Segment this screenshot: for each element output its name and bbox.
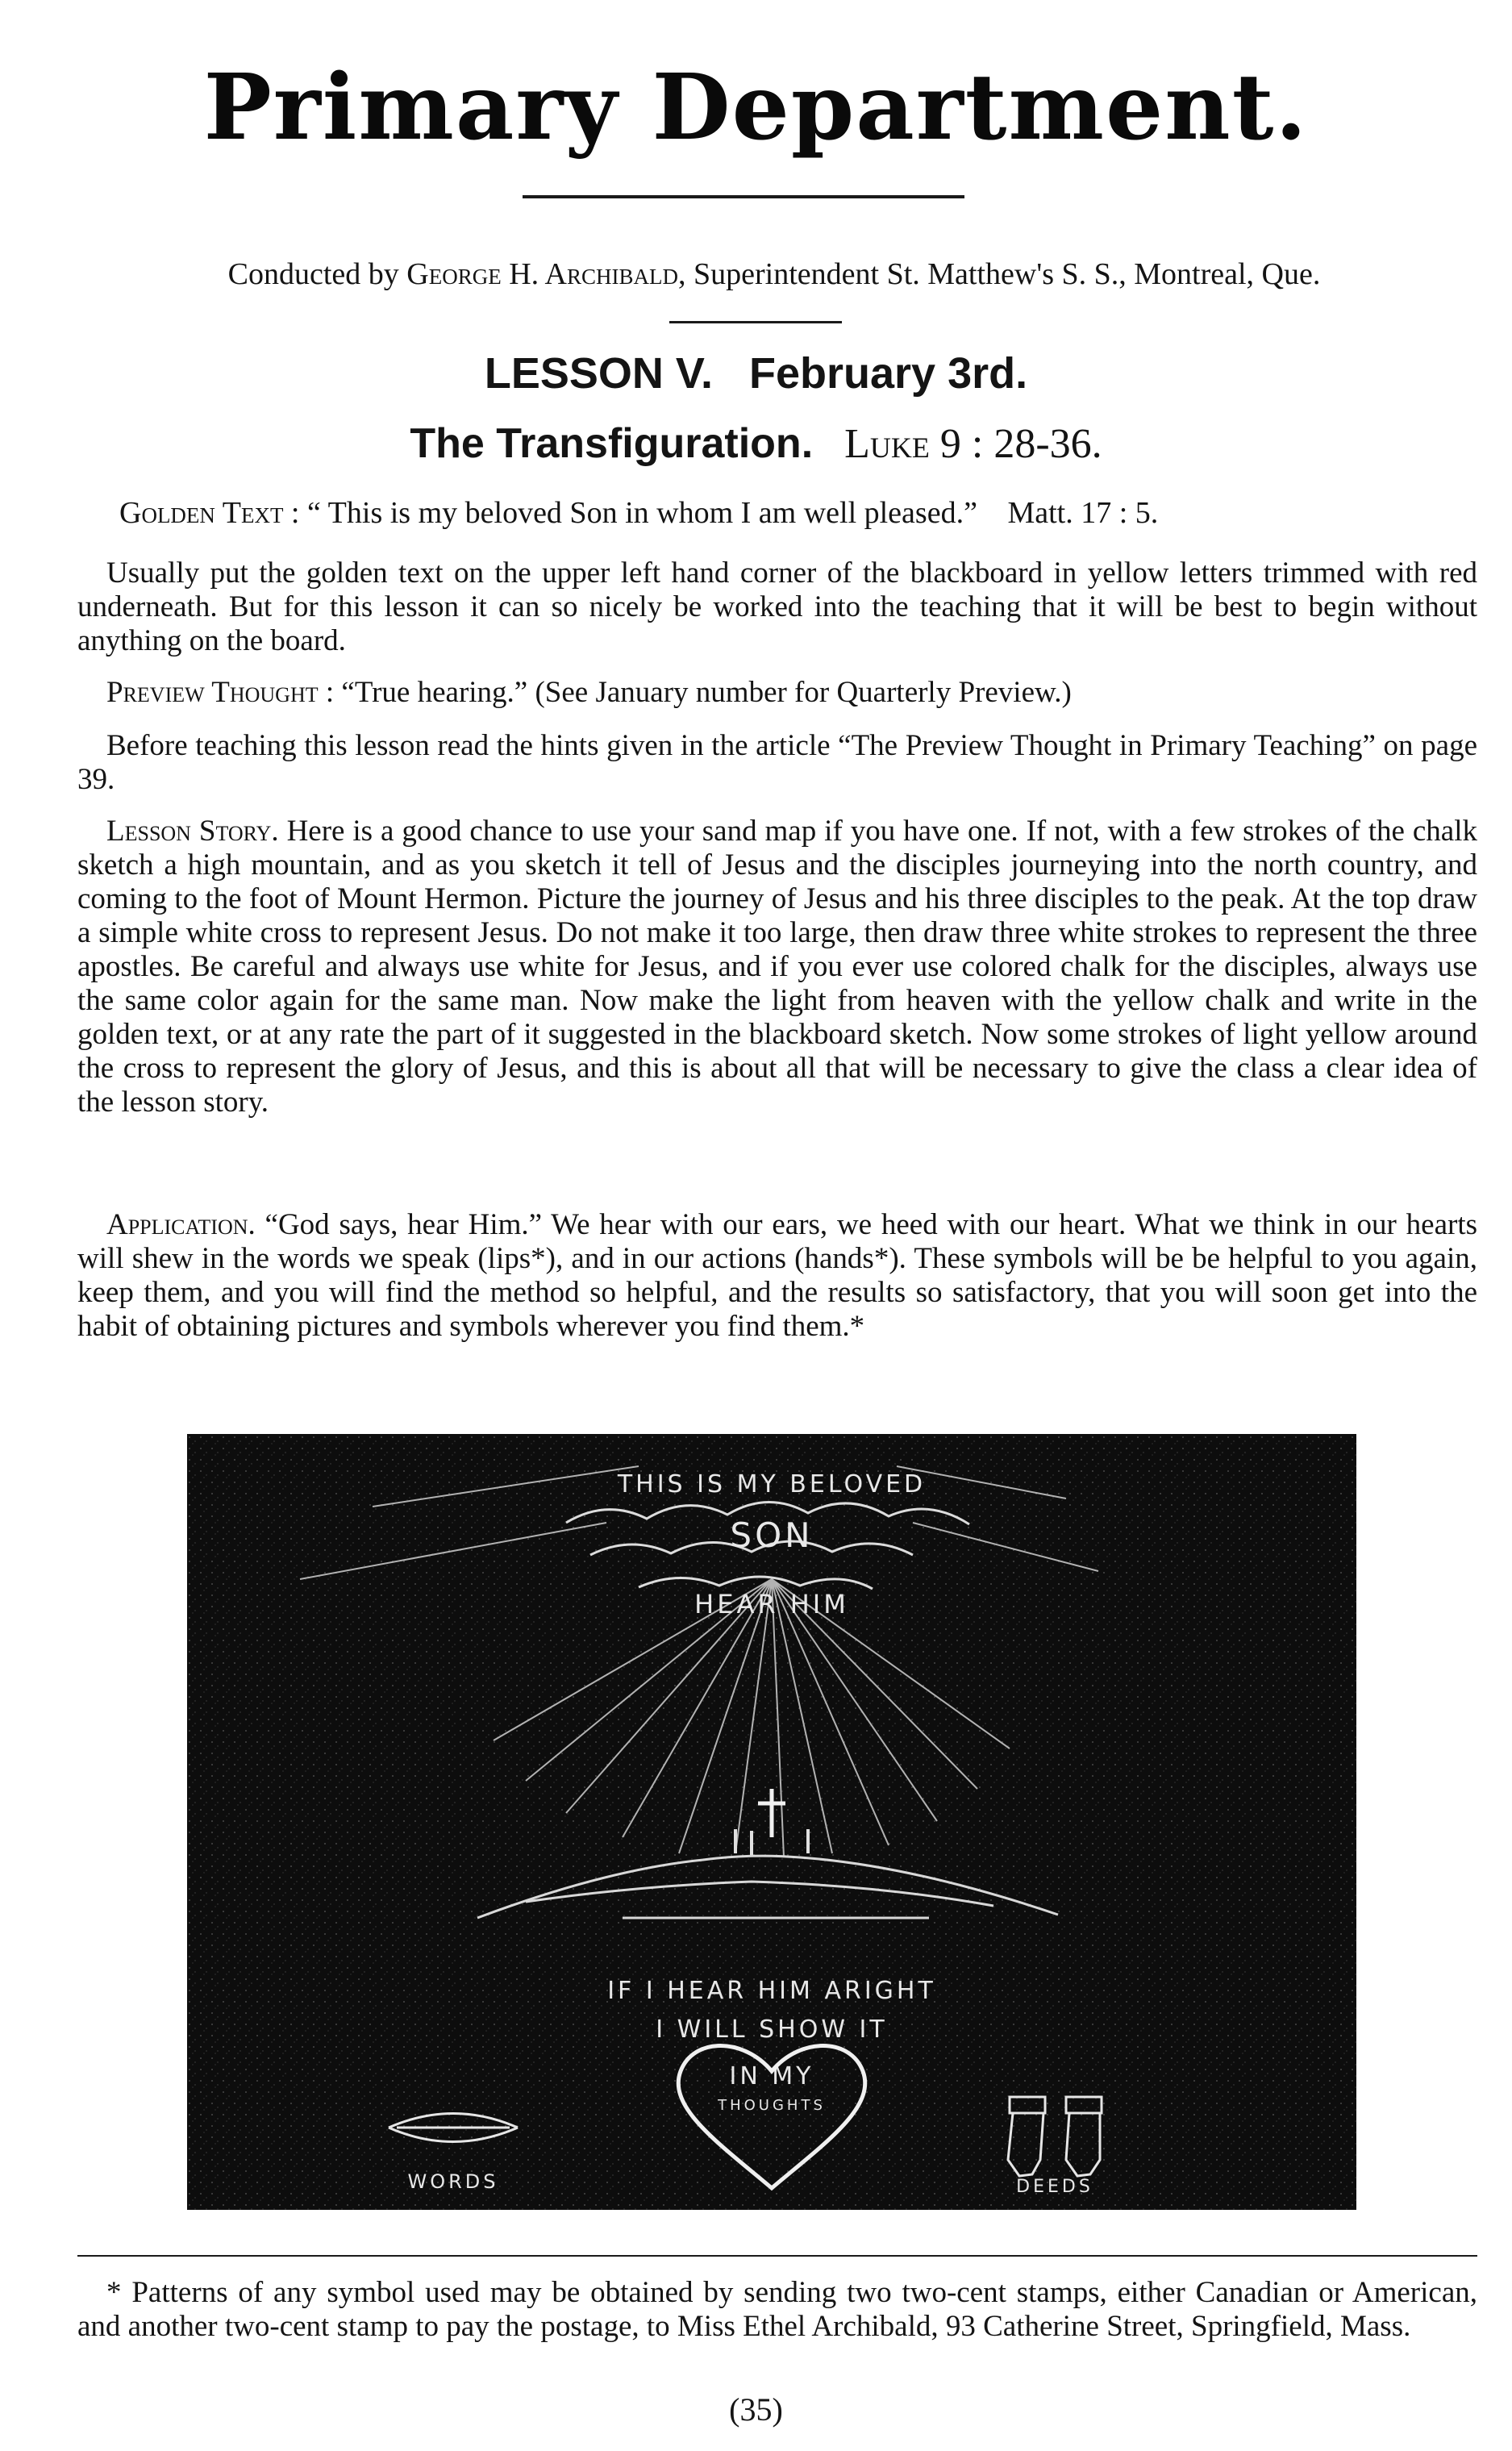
lesson-story-label: Lesson Story. <box>106 815 279 848</box>
lesson-title: The Transfiguration. <box>410 420 814 467</box>
golden-text-reference: Matt. 17 : 5. <box>1007 496 1159 530</box>
preview-thought-text: “True hearing.” (See January number for Quarterly Preview.) <box>341 676 1072 709</box>
masthead-title: Primary Department. <box>203 55 1309 160</box>
lesson-story-text: Here is a good chance to use your sand map if you have one. If not, with a few strokes of the chalk sketch a high mountain, and as you sketch it tell of Jesus and the disciples journeying into the north country, and coming to the foot of Mount Hermon. Picture the journey of Jesus and his three disciples to the peak. At the top draw a simple white cross to represent Jesus. Do not make it too large, then draw three white strokes to represent the three apostles. Be careful and always use white for Jesus, and if you ever use colored chalk for the disciples, always use the same color again for the same man. Now make the light from heaven with the yellow chalk and write in the golden text, or at any rate the part of it suggested in the blackboard sketch. Now some strokes of light yellow around the cross to represent the glory of Jesus, and this is about all that will be necessary to give the class a clear idea of the lesson story. <box>77 815 1477 1119</box>
page-number: (35) <box>729 2391 783 2428</box>
lesson-number: LESSON V. <box>484 349 713 398</box>
conducted-prefix: Conducted by <box>227 257 399 291</box>
deeds-label: DEEDS <box>1016 2177 1093 2197</box>
footnote-rule <box>77 2255 1477 2257</box>
application-paragraph <box>77 1208 1477 1344</box>
conducted-by-line <box>73 256 1476 292</box>
application-text: “God says, hear Him.” We hear with our ears, we heed with our heart. What we think in our hearts will shew in the words we speak (lips*), and in our actions (hands*). These symbols will be be helpful to you again, keep them, and you will find the method so helpful, and the results so satisfactory, that you will soon get into the habit of obtaining pictures and symbols wherever you find them.* <box>77 1208 1477 1343</box>
golden-text-label: Golden Text : <box>119 496 300 530</box>
lesson-reference <box>844 421 1102 467</box>
preview-thought-paragraph <box>77 676 1477 710</box>
blackboard-sketch <box>187 1434 1356 2210</box>
conductor-position: Superintendent St. Matthew's S. S., Montreal, Que. <box>694 257 1321 291</box>
reference-verses: 9 : 28-36. <box>939 421 1102 467</box>
lesson-title-line <box>0 419 1512 468</box>
application-label: Application. <box>106 1208 256 1241</box>
board-text-line4: IF I HEAR HIM ARIGHT <box>607 1977 936 2005</box>
footnote: * Patterns of any symbol used may be obtained by sending two two-cent stamps, either Canadian or American, and another two-cent stamp to pay the postage, to Miss Ethel Archibald, 93 Catherine Street, Springfield, Mass. <box>77 2276 1477 2343</box>
board-text-line6: IN MY <box>729 2062 814 2090</box>
conductor-name: George H. Archibald, <box>406 257 686 291</box>
golden-text-quote: “ This is my beloved Son in whom I am well pleased.” <box>307 496 977 530</box>
intro-paragraph: Usually put the golden text on the upper left hand corner of the blackboard in yellow letters trimmed with red underneath. But for this lesson it can so nicely be worked into the teaching that it will be best to begin without anything on the board. <box>77 556 1477 657</box>
blackboard-drawing <box>187 1434 1356 2210</box>
before-teaching-paragraph: Before teaching this lesson read the hints given in the article “The Preview Thought in Primary Teaching” on page 39. <box>77 729 1477 796</box>
lesson-story-paragraph <box>77 815 1477 1119</box>
board-text-line5: I WILL SHOW IT <box>656 2015 888 2044</box>
thoughts-label: THOUGHTS <box>718 2097 826 2114</box>
board-text-line1: THIS IS MY BELOVED <box>617 1470 927 1499</box>
masthead-rule <box>523 195 964 198</box>
words-label: WORDS <box>407 2170 499 2193</box>
reference-book: Luke <box>844 421 930 467</box>
board-text-line2: SON <box>730 1515 814 1555</box>
preview-thought-label: Preview Thought : <box>106 676 335 709</box>
board-text-line3: HEAR HIM <box>694 1589 849 1619</box>
byline-rule <box>669 321 842 323</box>
lesson-date: February 3rd. <box>749 349 1028 398</box>
lesson-heading <box>0 348 1512 398</box>
golden-text-line <box>119 495 1482 531</box>
